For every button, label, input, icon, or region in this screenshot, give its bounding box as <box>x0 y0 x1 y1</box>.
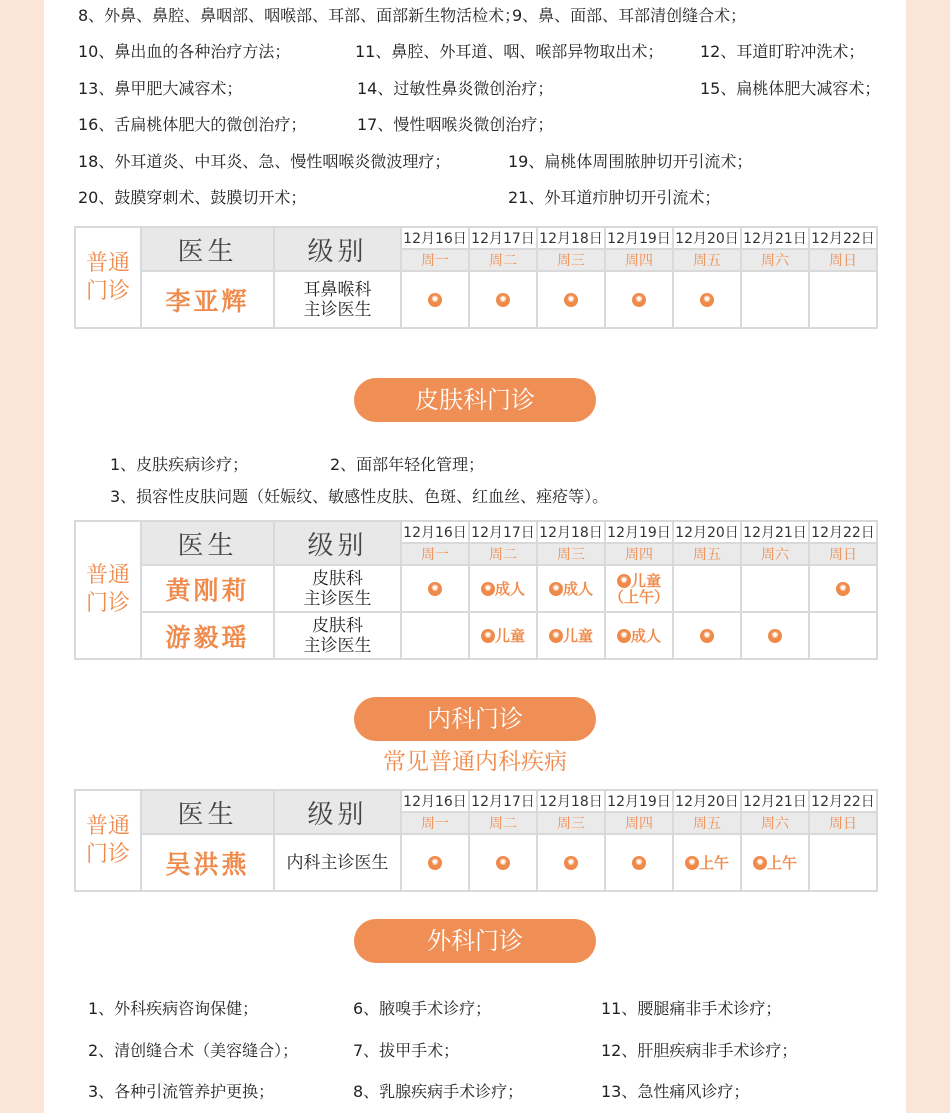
date-header: 12月17日 <box>469 790 537 812</box>
schedule-cell <box>605 612 673 659</box>
clinic-dot-icon: ✺ <box>685 856 699 870</box>
schedule-cell <box>741 565 809 612</box>
weekday-header: 周二 <box>469 249 537 271</box>
clinic-dot-icon: ✺ <box>617 629 631 643</box>
surgery-service-8: 8、乳腺疾病手术诊疗； <box>353 1082 524 1101</box>
ent-service-17: 17、慢性咽喉炎微创治疗； <box>357 115 554 134</box>
clinic-type-label <box>75 790 141 891</box>
weekday-header: 周六 <box>741 543 809 565</box>
schedule-cell <box>741 834 809 891</box>
weekday-header: 周五 <box>673 543 741 565</box>
weekday-header: 周六 <box>741 249 809 271</box>
surgery-service-2: 2、清创缝合术（美容缝合）； <box>88 1041 299 1060</box>
schedule-cell <box>605 834 673 891</box>
clinic-dot-icon: ✺ <box>700 629 714 643</box>
schedule-cell <box>401 834 469 891</box>
date-header: 12月21日 <box>741 227 809 249</box>
schedule-cell <box>469 834 537 891</box>
clinic-type-text: 门诊 <box>85 591 130 616</box>
ent-service-14: 14、过敏性鼻炎微创治疗； <box>357 79 554 98</box>
dermatology-section-title: 皮肤科门诊 <box>354 378 596 422</box>
weekday-header: 周五 <box>673 812 741 834</box>
clinic-dot-icon: ✺ <box>753 856 767 870</box>
weekday-header: 周六 <box>741 812 809 834</box>
ent-service-9: 9、鼻、面部、耳部清创缝合术； <box>512 6 747 25</box>
schedule-cell <box>401 612 469 659</box>
derm-service-1: 1、皮肤疾病诊疗； <box>110 455 249 474</box>
date-header: 12月18日 <box>537 227 605 249</box>
schedule-note: 上午 <box>766 853 797 872</box>
date-header: 12月21日 <box>741 521 809 543</box>
weekday-header: 周三 <box>537 543 605 565</box>
date-header: 12月20日 <box>673 521 741 543</box>
surgery-service-12: 12、肝胆疾病非手术诊疗； <box>601 1041 798 1060</box>
clinic-dot-icon: ✺ <box>617 574 631 588</box>
date-header: 12月19日 <box>605 227 673 249</box>
clinic-dot-icon: ✺ <box>496 856 510 870</box>
weekday-header: 周四 <box>605 812 673 834</box>
clinic-dot-icon: ✺ <box>836 582 850 596</box>
ent-service-16: 16、舌扁桃体肥大的微创治疗； <box>78 115 307 134</box>
table-row <box>75 565 877 612</box>
ent-service-8: 8、外鼻、鼻腔、鼻咽部、咽喉部、耳部、面部新生物活检术； <box>78 6 521 25</box>
weekday-header: 周四 <box>605 249 673 271</box>
clinic-dot-icon: ✺ <box>481 629 495 643</box>
date-header: 12月18日 <box>537 790 605 812</box>
clinic-dot-icon: ✺ <box>564 856 578 870</box>
derm-service-3: 3、损容性皮肤问题（妊娠纹、敏感性皮肤、色斑、红血丝、痤疮等）。 <box>110 487 609 506</box>
level-column-header: 级别 <box>274 521 401 565</box>
weekday-header: 周二 <box>469 812 537 834</box>
ent-service-10: 10、鼻出血的各种治疗方法； <box>78 42 291 61</box>
weekday-header: 周五 <box>673 249 741 271</box>
schedule-cell <box>469 612 537 659</box>
weekday-header: 周三 <box>537 812 605 834</box>
date-header: 12月17日 <box>469 521 537 543</box>
schedule-note: 成人 <box>630 626 661 645</box>
doctor-level-line: 主诊医生 <box>303 588 372 609</box>
doctor-name: 黄刚莉 <box>141 565 274 612</box>
schedule-cell <box>809 612 877 659</box>
schedule-cell <box>469 565 537 612</box>
doctor-column-header: 医生 <box>141 790 274 834</box>
ent-service-15: 15、扁桃体肥大减容术； <box>700 79 881 98</box>
level-column-header: 级别 <box>274 790 401 834</box>
schedule-cell <box>605 271 673 328</box>
clinic-dot-icon: ✺ <box>549 629 563 643</box>
weekday-header: 周四 <box>605 543 673 565</box>
doctor-level-line: 皮肤科 <box>312 615 363 636</box>
clinic-type-text: 普通 <box>85 250 130 276</box>
date-header: 12月22日 <box>809 227 877 249</box>
schedule-note: （上午） <box>608 587 669 606</box>
doctor-column-header: 医生 <box>141 227 274 271</box>
ent-service-18: 18、外耳道炎、中耳炎、急、慢性咽喉炎微波理疗； <box>78 152 451 171</box>
doctor-level-line: 耳鼻喉科 <box>303 279 372 300</box>
date-header: 12月16日 <box>401 521 469 543</box>
ent-service-11: 11、鼻腔、外耳道、咽、喉部异物取出术； <box>355 42 664 61</box>
date-header: 12月21日 <box>741 790 809 812</box>
doctor-level-line: 主诊医生 <box>303 635 372 656</box>
schedule-cell <box>673 565 741 612</box>
derm-service-2: 2、面部年轻化管理； <box>330 455 485 474</box>
clinic-dot-icon: ✺ <box>700 293 714 307</box>
schedule-cell <box>605 565 673 612</box>
doctor-level <box>274 834 401 891</box>
clinic-dot-icon: ✺ <box>496 293 510 307</box>
derm-schedule-table <box>74 520 878 660</box>
date-header: 12月20日 <box>673 790 741 812</box>
clinic-dot-icon: ✺ <box>428 582 442 596</box>
doctor-level <box>274 565 401 612</box>
doctor-column-header: 医生 <box>141 521 274 565</box>
clinic-dot-icon: ✺ <box>632 293 646 307</box>
doctor-level-line: 主诊医生 <box>303 299 372 320</box>
schedule-cell <box>401 271 469 328</box>
table-row <box>75 834 877 891</box>
clinic-type-label <box>75 521 141 659</box>
surgery-service-13: 13、急性痛风诊疗； <box>601 1082 750 1101</box>
internal-schedule-table <box>74 789 878 892</box>
level-column-header: 级别 <box>274 227 401 271</box>
date-header: 12月16日 <box>401 790 469 812</box>
weekday-header: 周日 <box>809 249 877 271</box>
internal-subtitle: 常见普通内科疾病 <box>383 749 567 775</box>
schedule-cell <box>537 612 605 659</box>
weekday-header: 周一 <box>401 812 469 834</box>
schedule-note: 儿童 <box>494 626 525 645</box>
ent-service-12: 12、耳道盯聍冲洗术； <box>700 42 865 61</box>
ent-schedule-table <box>74 226 878 329</box>
surgery-service-1: 1、外科疾病咨询保健； <box>88 999 259 1018</box>
schedule-cell <box>537 834 605 891</box>
internal-section-title: 内科门诊 <box>354 697 596 741</box>
clinic-dot-icon: ✺ <box>768 629 782 643</box>
clinic-dot-icon: ✺ <box>564 293 578 307</box>
ent-service-21: 21、外耳道疖肿切开引流术； <box>508 188 721 207</box>
schedule-cell <box>809 271 877 328</box>
weekday-header: 周日 <box>809 543 877 565</box>
schedule-note: 儿童 <box>630 571 661 590</box>
weekday-header: 周一 <box>401 543 469 565</box>
clinic-type-text: 普通 <box>85 813 130 839</box>
weekday-header: 周二 <box>469 543 537 565</box>
doctor-name: 游毅瑶 <box>141 612 274 659</box>
doctor-level <box>274 271 401 328</box>
weekday-header: 周日 <box>809 812 877 834</box>
schedule-cell <box>741 271 809 328</box>
schedule-cell <box>809 834 877 891</box>
schedule-cell <box>673 834 741 891</box>
clinic-dot-icon: ✺ <box>481 582 495 596</box>
surgery-service-11: 11、腰腿痛非手术诊疗； <box>601 999 782 1018</box>
date-header: 12月18日 <box>537 521 605 543</box>
clinic-type-label <box>75 227 141 328</box>
clinic-dot-icon: ✺ <box>632 856 646 870</box>
ent-service-20: 20、鼓膜穿刺术、鼓膜切开术； <box>78 188 307 207</box>
schedule-cell <box>469 271 537 328</box>
surgery-service-3: 3、各种引流管养护更换； <box>88 1082 275 1101</box>
doctor-level-line: 皮肤科 <box>312 568 363 589</box>
doctor-level <box>274 612 401 659</box>
clinic-type-text: 普通 <box>85 563 130 588</box>
clinic-type-text: 门诊 <box>85 841 130 867</box>
surgery-section-title: 外科门诊 <box>354 919 596 963</box>
ent-service-19: 19、扁桃体周围脓肿切开引流术； <box>508 152 753 171</box>
weekday-header: 周一 <box>401 249 469 271</box>
schedule-cell <box>741 612 809 659</box>
schedule-cell <box>537 271 605 328</box>
schedule-cell <box>401 565 469 612</box>
schedule-note: 上午 <box>698 853 729 872</box>
date-header: 12月22日 <box>809 790 877 812</box>
schedule-note: 成人 <box>494 579 525 598</box>
date-header: 12月19日 <box>605 521 673 543</box>
date-header: 12月22日 <box>809 521 877 543</box>
clinic-type-text: 门诊 <box>85 278 130 304</box>
table-row <box>75 271 877 328</box>
doctor-name: 李亚辉 <box>141 271 274 328</box>
clinic-dot-icon: ✺ <box>549 582 563 596</box>
ent-service-13: 13、鼻甲肥大减容术； <box>78 79 243 98</box>
date-header: 12月17日 <box>469 227 537 249</box>
schedule-cell <box>673 271 741 328</box>
schedule-note: 儿童 <box>562 626 593 645</box>
clinic-dot-icon: ✺ <box>428 856 442 870</box>
schedule-note: 成人 <box>562 579 593 598</box>
schedule-cell <box>673 612 741 659</box>
surgery-service-7: 7、拔甲手术； <box>353 1041 460 1060</box>
schedule-cell <box>537 565 605 612</box>
doctor-name: 吴洪燕 <box>141 834 274 891</box>
weekday-header: 周三 <box>537 249 605 271</box>
clinic-dot-icon: ✺ <box>428 293 442 307</box>
date-header: 12月20日 <box>673 227 741 249</box>
date-header: 12月16日 <box>401 227 469 249</box>
date-header: 12月19日 <box>605 790 673 812</box>
schedule-cell <box>809 565 877 612</box>
surgery-service-6: 6、腋嗅手术诊疗； <box>353 999 492 1018</box>
doctor-level-line: 内科主诊医生 <box>286 852 389 873</box>
table-row <box>75 612 877 659</box>
